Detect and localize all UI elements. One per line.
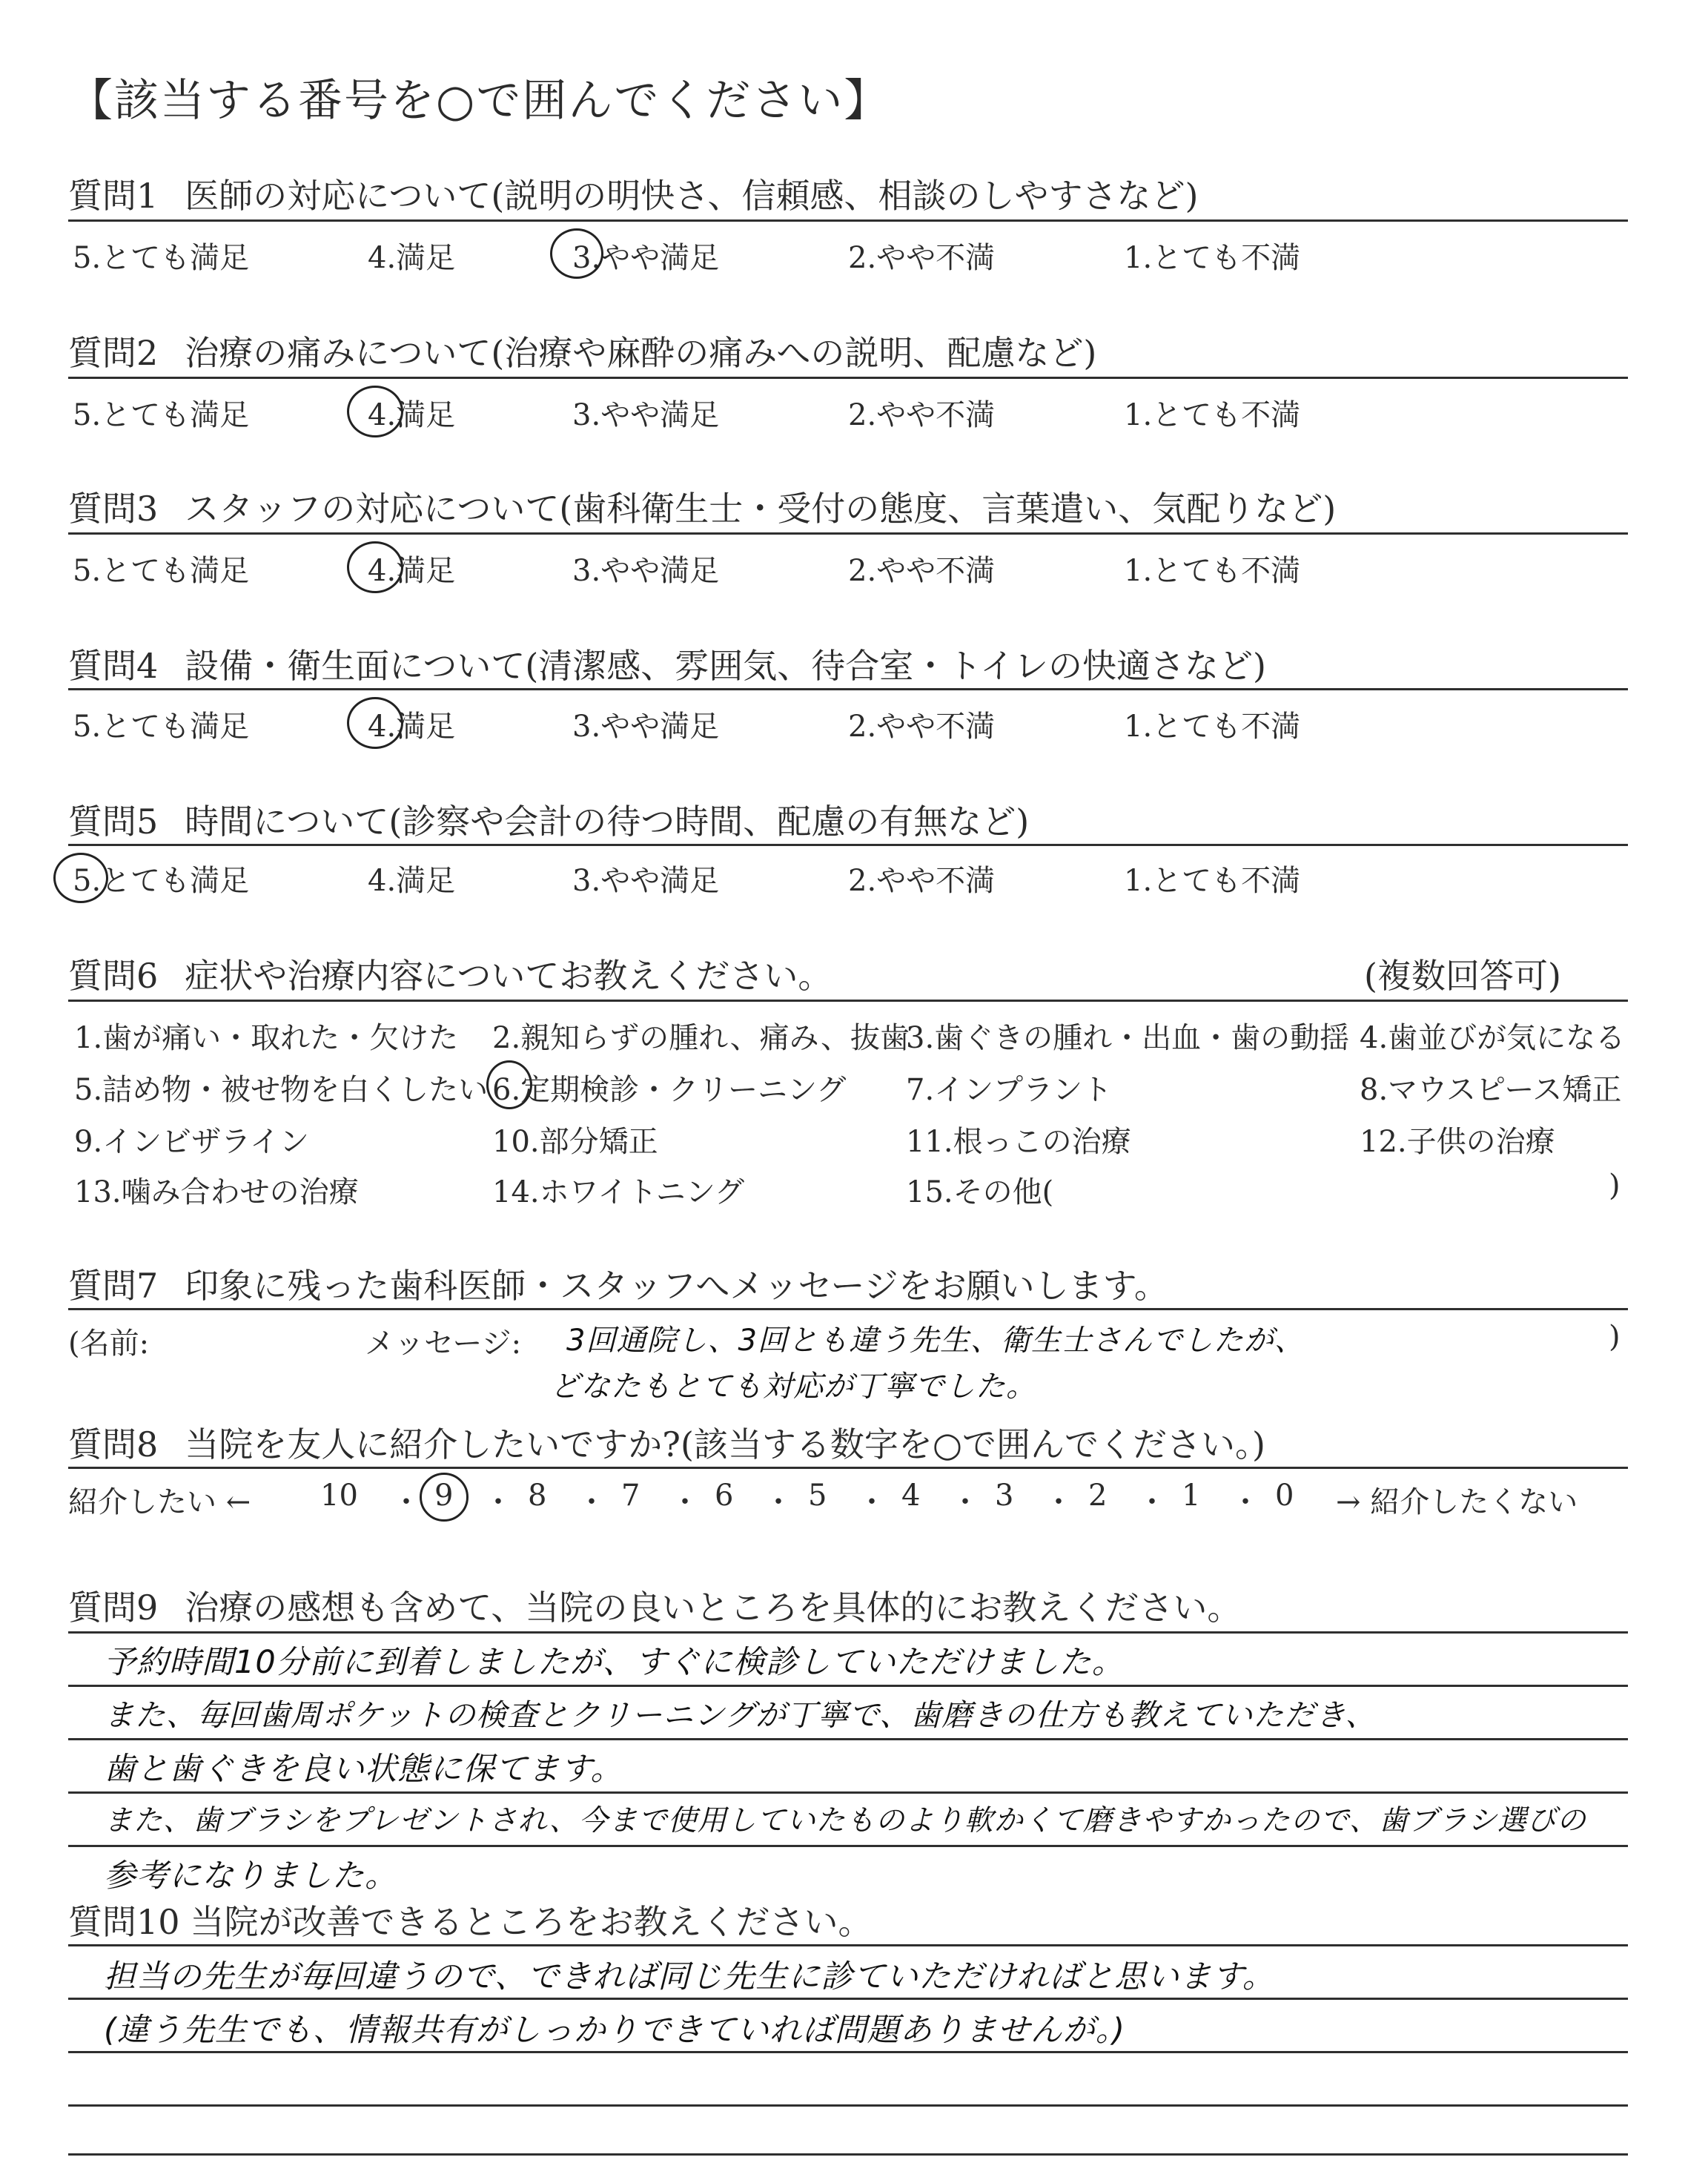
- q8-scale-6[interactable]: 6: [715, 1479, 734, 1513]
- q8-separator: ・: [857, 1485, 887, 1519]
- question-6-note: (複数回答可): [1364, 956, 1561, 996]
- q6-item-1[interactable]: 1.歯が痛い・取れた・欠けた: [74, 1021, 459, 1055]
- q8-selection-circle: [420, 1473, 469, 1522]
- q3-selection-circle: [347, 541, 403, 593]
- q5-option-5[interactable]: 5.とても満足: [73, 864, 250, 898]
- q6-item-3[interactable]: 3.歯ぐきの腫れ・出血・歯の動揺: [906, 1021, 1350, 1055]
- q8-separator: ・: [483, 1485, 513, 1519]
- q6-item-15-close: ): [1609, 1169, 1621, 1203]
- question-5-label: 質問5: [68, 802, 159, 842]
- q8-scale-0[interactable]: 0: [1275, 1479, 1294, 1513]
- q5-selection-circle: [53, 853, 108, 903]
- q5-option-4[interactable]: 4.満足: [368, 864, 456, 898]
- question-7-rule: [68, 1308, 1628, 1310]
- q3-option-5[interactable]: 5.とても満足: [73, 554, 250, 588]
- question-10-rule-2: [68, 1998, 1628, 2000]
- q4-option-3[interactable]: 3.やや満足: [572, 710, 720, 744]
- q6-item-13[interactable]: 13.噛み合わせの治療: [74, 1175, 359, 1209]
- q1-option-1[interactable]: 1.とても不満: [1124, 241, 1301, 275]
- q4-selection-circle: [347, 697, 403, 749]
- question-3: [68, 482, 1336, 531]
- question-5-text: 時間について(診察や会計の待つ時間、配慮の有無など): [185, 802, 1030, 842]
- q2-selection-circle: [347, 386, 403, 437]
- page-title: 【該当する番号を○で囲んでください】: [68, 75, 890, 127]
- q6-item-14[interactable]: 14.ホワイトニング: [492, 1175, 745, 1209]
- question-7-text: 印象に残った歯科医師・スタッフへメッセージをお願いします。: [185, 1266, 1168, 1306]
- question-4-label: 質問4: [68, 646, 159, 686]
- q6-item-5[interactable]: 5.詰め物・被せ物を白くしたい: [74, 1073, 489, 1107]
- q9-answer-line-3: 歯と歯ぐきを良い状態に保てます。: [104, 1751, 623, 1788]
- q4-option-2[interactable]: 2.やや不満: [848, 710, 996, 744]
- q8-scale-7[interactable]: 7: [621, 1479, 640, 1513]
- question-9-rule-5: [68, 1845, 1628, 1847]
- q6-selection-circle: [486, 1060, 532, 1109]
- q6-item-2[interactable]: 2.親知らずの腫れ、痛み、抜歯: [492, 1021, 910, 1055]
- q9-answer-line-2: また、毎回歯周ポケットの検査とクリーニングが丁寧で、歯磨きの仕方も教えていただき、: [104, 1697, 1377, 1733]
- q1-selection-circle: [550, 228, 603, 279]
- question-7: [68, 1259, 1168, 1308]
- q6-item-4[interactable]: 4.歯並びが気になる: [1360, 1021, 1626, 1055]
- q2-option-3[interactable]: 3.やや満足: [572, 398, 720, 432]
- question-1-label: 質問1: [68, 176, 159, 216]
- q7-message-label: メッセージ:: [365, 1327, 522, 1361]
- q6-item-7[interactable]: 7.インプラント: [906, 1073, 1113, 1107]
- question-10-rule-4: [68, 2104, 1628, 2107]
- question-8: [68, 1418, 1265, 1467]
- q3-option-4[interactable]: 4.満足: [368, 554, 456, 588]
- q6-item-6[interactable]: 6.定期検診・クリーニング: [492, 1073, 847, 1107]
- question-9-label: 質問9: [68, 1588, 159, 1628]
- question-10-rule-1: [68, 1944, 1628, 1946]
- q5-option-1[interactable]: 1.とても不満: [1124, 864, 1301, 898]
- question-1-text: 医師の対応について(説明の明快さ、信頼感、相談のしやすさなど): [185, 176, 1199, 216]
- question-5-rule: [68, 844, 1628, 846]
- q5-option-3[interactable]: 3.やや満足: [572, 864, 720, 898]
- q3-option-2[interactable]: 2.やや不満: [848, 554, 996, 588]
- q6-item-15[interactable]: 15.その他(: [906, 1175, 1054, 1209]
- q1-option-5[interactable]: 5.とても満足: [73, 241, 250, 275]
- question-3-rule: [68, 532, 1628, 535]
- question-10-label: 質問10: [68, 1902, 180, 1942]
- q1-option-3[interactable]: 3.やや満足: [572, 241, 720, 275]
- q8-separator: ・: [950, 1485, 980, 1519]
- q8-right-label: → 紹介したくない: [1336, 1485, 1578, 1519]
- q4-option-1[interactable]: 1.とても不満: [1124, 710, 1301, 744]
- q8-scale-9[interactable]: 9: [434, 1479, 454, 1513]
- q7-name-label: (名前:: [68, 1327, 150, 1361]
- q5-option-2[interactable]: 2.やや不満: [848, 864, 996, 898]
- question-2-text: 治療の痛みについて(治療や麻酔の痛みへの説明、配慮など): [185, 333, 1097, 373]
- question-9-rule-3: [68, 1738, 1628, 1740]
- q1-option-2[interactable]: 2.やや不満: [848, 241, 996, 275]
- question-6-text: 症状や治療内容についてお教えください。: [185, 956, 833, 996]
- q6-item-8[interactable]: 8.マウスピース矯正: [1360, 1073, 1622, 1107]
- question-10: [68, 1895, 873, 1944]
- question-4: [68, 639, 1266, 688]
- q2-option-1[interactable]: 1.とても不満: [1124, 398, 1301, 432]
- q8-scale-4[interactable]: 4: [901, 1479, 921, 1513]
- question-6-rule: [68, 1000, 1628, 1002]
- q8-separator: ・: [764, 1485, 793, 1519]
- q10-answer-line-2: (違う先生でも、情報共有がしっかりできていれば問題ありませんが。): [104, 2012, 1126, 2049]
- question-9-rule-4: [68, 1791, 1628, 1794]
- q8-separator: ・: [1231, 1485, 1260, 1519]
- question-9: [68, 1581, 1241, 1630]
- q2-option-4[interactable]: 4.満足: [368, 398, 456, 432]
- question-10-rule-5: [68, 2153, 1628, 2156]
- question-9-rule-2: [68, 1685, 1628, 1687]
- q7-close-paren: ): [1609, 1320, 1621, 1354]
- q8-separator: ・: [577, 1485, 606, 1519]
- question-8-rule: [68, 1467, 1628, 1469]
- q8-separator: ・: [391, 1485, 421, 1519]
- q9-answer-line-5: 参考になりました。: [104, 1857, 397, 1895]
- question-9-text: 治療の感想も含めて、当院の良いところを具体的にお教えください。: [185, 1588, 1242, 1628]
- q8-separator: ・: [1137, 1485, 1167, 1519]
- question-2: [68, 326, 1096, 375]
- q8-left-label: 紹介したい ←: [68, 1485, 251, 1519]
- question-6-label: 質問6: [68, 956, 159, 996]
- q9-answer-line-1: 予約時間10分前に到着しましたが、すぐに検診していただけました。: [104, 1644, 1125, 1681]
- question-2-label: 質問2: [68, 333, 159, 373]
- question-6: [68, 949, 832, 998]
- question-3-text: スタッフの対応について(歯科衛生士・受付の態度、言葉遣い、気配りなど): [185, 489, 1337, 529]
- q10-answer-line-1: 担当の先生が毎回違うので、できれば同じ先生に診ていただければと思います。: [104, 1958, 1275, 1995]
- q2-option-5[interactable]: 5.とても満足: [73, 398, 250, 432]
- question-2-rule: [68, 377, 1628, 379]
- q6-item-11[interactable]: 11.根っこの治療: [906, 1125, 1131, 1159]
- q8-scale-2[interactable]: 2: [1088, 1479, 1108, 1513]
- q6-item-10[interactable]: 10.部分矯正: [492, 1125, 658, 1159]
- question-8-text: 当院を友人に紹介したいですか?(該当する数字を○で囲んでください。): [185, 1424, 1265, 1464]
- question-4-rule: [68, 688, 1628, 690]
- q4-option-5[interactable]: 5.とても満足: [73, 710, 250, 744]
- question-10-text: 当院が改善できるところをお教えください。: [190, 1902, 873, 1942]
- q8-scale-1[interactable]: 1: [1182, 1479, 1201, 1513]
- q2-option-2[interactable]: 2.やや不満: [848, 398, 996, 432]
- question-5: [68, 795, 1029, 844]
- q8-scale-5[interactable]: 5: [808, 1479, 827, 1513]
- question-7-label: 質問7: [68, 1266, 159, 1306]
- q7-message-line-1: 3回通院し、3回とも違う先生、衛生士さんでしたが、: [566, 1324, 1305, 1358]
- q3-option-1[interactable]: 1.とても不満: [1124, 554, 1301, 588]
- question-8-label: 質問8: [68, 1424, 159, 1464]
- q9-answer-line-4: また、歯ブラシをプレゼントされ、今まで使用していたものより軟かくて磨きやすかったので、歯ブラシ選びの: [104, 1804, 1587, 1837]
- q8-scale-3[interactable]: 3: [995, 1479, 1014, 1513]
- q1-option-4[interactable]: 4.満足: [368, 241, 456, 275]
- q8-scale-10[interactable]: 10: [320, 1479, 358, 1513]
- q7-message-line-2: どなたもとても対応が丁寧でした。: [550, 1370, 1036, 1404]
- q3-option-3[interactable]: 3.やや満足: [572, 554, 720, 588]
- question-4-text: 設備・衛生面について(清潔感、雰囲気、待合室・トイレの快適さなど): [185, 646, 1266, 686]
- q8-scale-8[interactable]: 8: [528, 1479, 547, 1513]
- question-3-label: 質問3: [68, 489, 159, 529]
- q6-item-9[interactable]: 9.インビザライン: [74, 1125, 309, 1159]
- q8-separator: ・: [1044, 1485, 1073, 1519]
- question-9-rule-1: [68, 1631, 1628, 1634]
- q4-option-4[interactable]: 4.満足: [368, 710, 456, 744]
- question-1: [68, 169, 1198, 218]
- question-10-rule-3: [68, 2051, 1628, 2053]
- question-1-rule: [68, 219, 1628, 222]
- q8-separator: ・: [670, 1485, 700, 1519]
- q6-item-12[interactable]: 12.子供の治療: [1360, 1125, 1555, 1159]
